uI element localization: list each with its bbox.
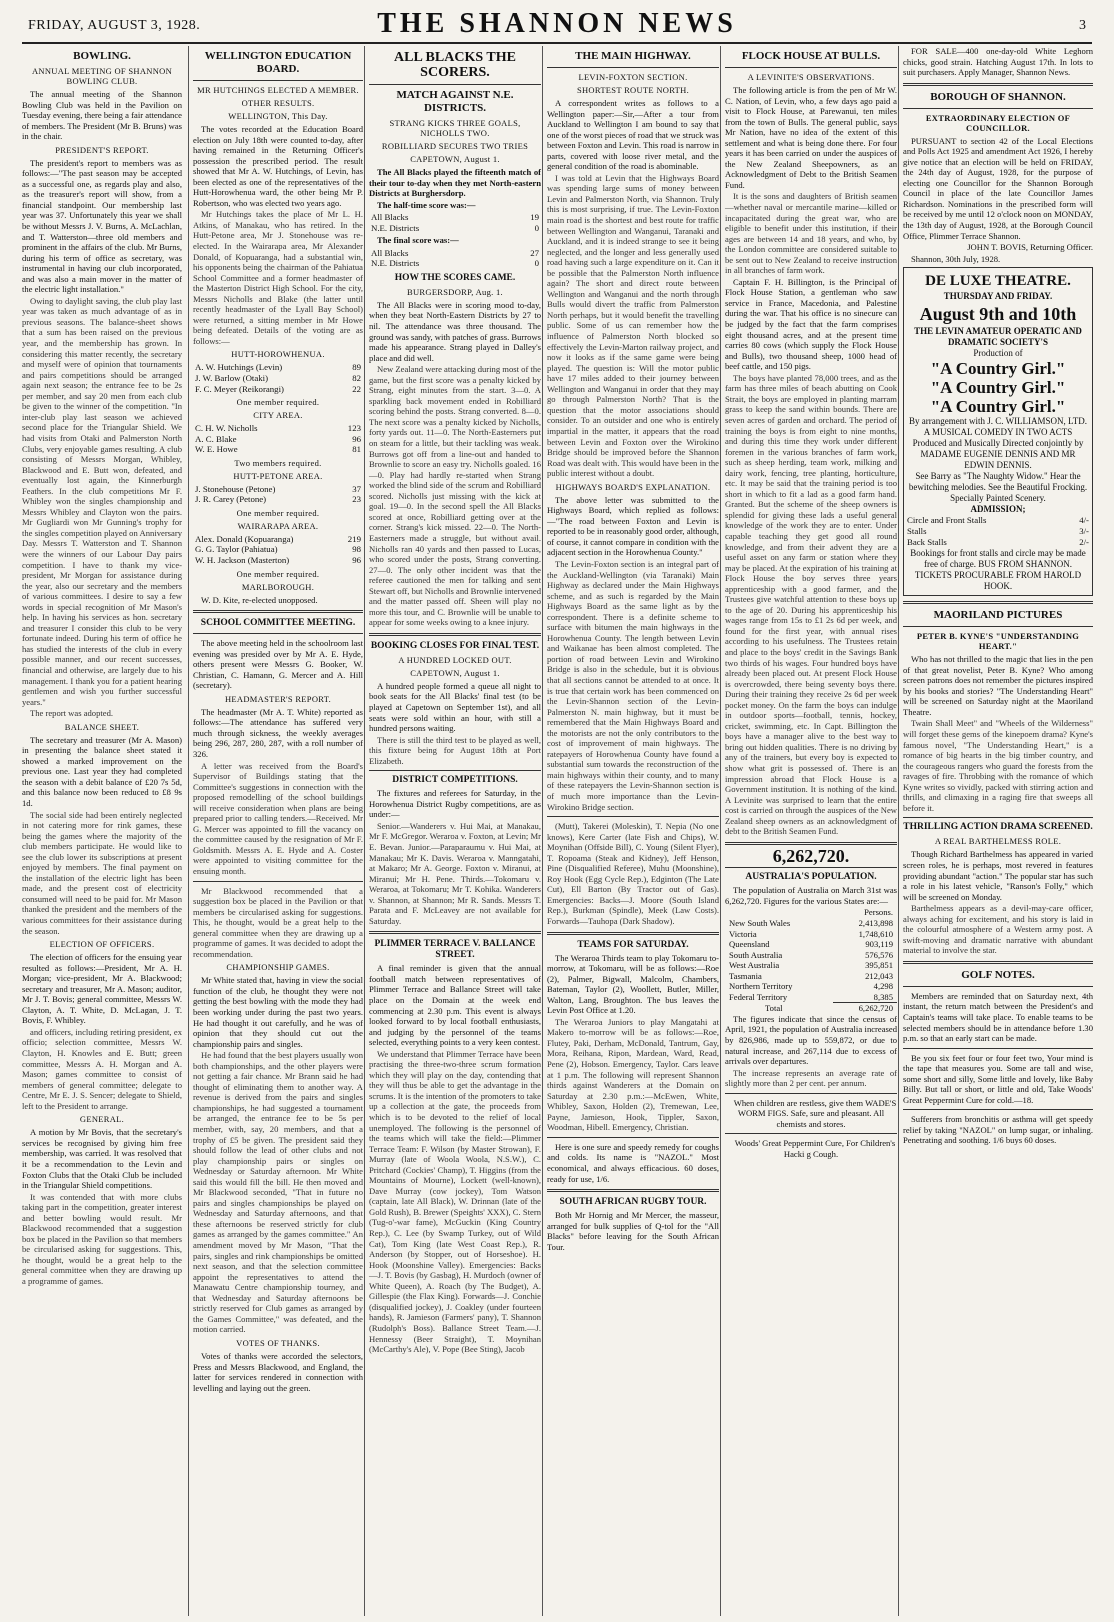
divider [725, 67, 897, 68]
candidate-name: J. Stonehouse (Petone) [195, 483, 276, 494]
divider [725, 1133, 897, 1134]
booking-sub: A HUNDRED LOCKED OUT. [398, 654, 512, 665]
balance-heading: BALANCE SHEET. [64, 721, 140, 732]
votes-row [193, 544, 363, 555]
sa-rugby-body: Both Mr Hornig and Mr Mercer, the masseur, arranged for bulk supplies of Q-tol for the "All Blacks" before leaving for the South African Tour. [547, 1210, 719, 1252]
page-number: 3 [1079, 18, 1086, 33]
all-blacks-dateline: CAPETOWN, August 1. [410, 154, 500, 164]
candidate-votes: 219 [347, 533, 361, 544]
headmaster-heading: HEADMASTER'S REPORT. [224, 693, 332, 704]
votes-row [193, 423, 363, 434]
maoriland-body: Who has not thrilled to the magic that lies in the pen of that great novelist, Peter B. Kyne? Who among screen patrons does not remember the pictures inspired by his books and stories? "The Understanding Heart" will be screened on Saturday night at the Maoriland Theatre. [903, 654, 1093, 717]
team-score: 27 [530, 247, 539, 258]
candidate-votes: 96 [352, 554, 361, 565]
officers-heading: ELECTION OF OFFICERS. [49, 939, 155, 950]
divider [903, 108, 1093, 109]
board-body-2: The Levin-Foxton section is an integral part of the Auckland-Wellington (via Taranaki) Main Highway as declared under the Main Highways scheme, and as such is regarded by the Main Highways Board as the same light as by the correspondent. There is a definite scheme to surface with bitumen the main highways in the Horowhenua County. The length between Levin and Waikanae has been almost completed. The portion of road between Levin and Wirokino Bridge is also in the schedule, but it is obvious that all sections cannot be attended to at once. It is true that certain work has been commenced on the Levin-Shannon section of the Levin-Palmerston N. main highway, but it must be remembered that the Main Highways Board and the motorists are not the only contributors to the cost of improvement of main highways. The ratepayers of Horowhenua County have found a substantial sum towards the reconstruction of the main highways within their county, and to many of these ratepayers the Levin-Shannon section is of much more importance than the Levin-Wirokino Bridge section. [547, 558, 719, 812]
population-intro: The population of Australia on March 31st was 6,262,720. Figures for the various States are:— [725, 885, 897, 906]
championship-body-2: He had found that the best players usually won both championships, and the other players were not getting a fair chance. Mr Brann said he had thought of eliminating them to another way. A revenue is derived from the pairs and singles championships, he had suggested a tournament be arranged, the entrance fee to be 5s per member, with, say, 20 members, and that a trophy of £5 be given. The president said they should follow the lead of other clubs and not play championship pairs or singles on Wednesday or Saturday afternoon. Mr White said this would fill the bill. He then moved and Mr Blackwood seconded, "That in future no pairs and singles championships be played on Wednesday and Saturday afternoons, and that these afternoons be reserved strictly for club games as arranged by the games committee." An amendment moved by Mr Mason, "That the pairs, singles and rink championships be omitted next season, and that the selection committee appoint the representatives to attend the Manawatu Centre championship tourney, and that Wednesday and Saturday afternoons be strictly reserved for Club games as arranged by the Games Committee," was defeated, and the motion carried. [193, 1050, 363, 1335]
district-body: The fixtures and referees for Saturday, in the Horowhenua District Rugby competitions, are as under:— [369, 788, 541, 820]
school-body-2: A letter was received from the Board's Supervisor of Buildings stating that the Committee's suggestions in connection with the proposed remodelling of the school buildings will receive consideration when plans are being prepared prior to calling tenders.—Received. Mr G. Mercer was appointed to fill the vacancy on the committee caused by the resignation of Mr F. Goldsmith. Messrs A. E. Hyde and A. Coster were appointed to visiting committee for the ensuing month. [193, 760, 363, 876]
district-heading: DISTRICT COMPETITIONS. [392, 775, 518, 786]
booking-heading: BOOKING CLOSES FOR FINAL TEST. [370, 640, 540, 651]
votes-row [193, 484, 363, 495]
borough-subheading: EXTRAORDINARY ELECTION OF COUNCILLOR. [925, 112, 1071, 133]
population-row [725, 971, 897, 982]
team-name: N.E. Districts [371, 258, 420, 269]
team-name: All Blacks [371, 212, 409, 223]
population-body-2: The increase represents an average rate of slightly more than 2 per cent. per annum. [725, 1067, 897, 1089]
flock-house-heading: FLOCK HOUSE AT BULLS. [741, 50, 881, 62]
state-persons: 1,748,610 [858, 928, 893, 939]
candidate-name: J. W. Barlow (Otaki) [195, 373, 269, 384]
population-row [725, 992, 897, 1003]
theatre-days: THURSDAY AND FRIDAY. [943, 291, 1053, 302]
population-heading: AUSTRALIA'S POPULATION. [745, 872, 877, 883]
votes-row [193, 555, 363, 566]
votes-table [193, 362, 363, 394]
population-figure: 6,262,720. [772, 845, 850, 866]
divider [903, 961, 1093, 964]
play-title: "A Country Girl." [930, 359, 1066, 379]
persons-header: Persons. [864, 907, 893, 918]
state-name: Tasmania [729, 970, 762, 981]
maoriland-body-2: Twain Shall Meet" and "Wheels of the Wilderness" will forget these gems of the kinepoem drama? Kyne's famous novel, "The Understanding Heart," is a romance of big hearts in the big timber country, and the courageous rangers who guard the forests from the ravages of fire. Throbbing with the romance of which Kyne writes so vividly, packed with stirring action and thrills, and climaxing in a raging fire that sweeps all before it. [903, 718, 1093, 813]
theatre-dates: August 9th and 10th [919, 304, 1077, 325]
borough-date: Shannon, 30th July, 1928. [911, 253, 1001, 264]
divider [903, 817, 1093, 818]
candidate-votes: 81 [352, 444, 361, 455]
school-committee-heading: SCHOOL COMMITTEE MEETING. [200, 618, 356, 629]
seat-price: 3/- [1079, 526, 1089, 537]
booking-dateline: CAPETOWN, August 1. [410, 667, 500, 678]
area-wairarapa [193, 521, 363, 579]
divider [547, 1189, 719, 1192]
divider [193, 610, 363, 613]
final-table [369, 248, 541, 269]
area-note: One member required. [236, 397, 320, 408]
education-body-2: Mr Hutchings takes the place of Mr L. H. Atkins, of Manakau, who has retired. In the Hutt-Petone area, Mr J. Stonehouse was re-elected. In the Wairarapa area, Mr Alexander Donald, of Kopuaranga, had a substantial win, his opponents being the chairman of the Pahiatua School Committee and a former headmaster of the Masterton District High School. For the city, Messrs Nicholls and Blake (the latter until recently headmaster of the Lyall Bay School) were returned, a sitting member in Mr Howe being defeated. Details of the voting are as follows:— [193, 209, 363, 346]
candidate-votes: 37 [352, 483, 361, 494]
candidate-name: W. E. Howe [195, 444, 238, 455]
divider [369, 633, 541, 636]
bowling-intro: The annual meeting of the Shannon Bowling Club was held in the Pavilion on Tuesday evening, there being a fair attendance of members. The President (Mr B. Bruns) was in the chair. [22, 89, 182, 142]
population-row [725, 981, 897, 992]
team-score: 19 [530, 212, 539, 223]
votes-row [193, 494, 363, 505]
seat-price: 2/- [1079, 537, 1089, 548]
golf-verse: Be you six feet four or four feet two, Your mind is the tape that measures you. Some are tall and wise, some short and silly, Some little and lovely, like Baby Billy. But tall or short, or little and old, Take Woods' Great Peppermint Cure for cold.—18. [903, 1052, 1093, 1105]
bowling-body-2: The report was adopted. [30, 708, 114, 719]
divider [903, 83, 1093, 86]
seat-price: 4/- [1079, 515, 1089, 526]
general-heading: GENERAL. [79, 1114, 125, 1125]
highway-subheading: LEVIN-FOXTON SECTION. [578, 72, 688, 82]
state-persons: 4,298 [873, 981, 893, 992]
candidate-name: F. C. Meyer (Reikorangi) [195, 383, 284, 394]
votes-row [193, 362, 363, 373]
general-body: It was contended that with more clubs taking part in the competition, greater interest and better bowling would result. Mr Blackwood recommended that a suggestion box be placed in the Pavilion so that members be circularised asking for suggestions. This, he thought, would be a great help to the general committee when they are drawing up a programme of games. [22, 1191, 182, 1286]
plimmer-heading: PLIMMER TERRACE V. BALLANCE STREET. [374, 939, 536, 961]
population-row [725, 939, 897, 950]
score-row [369, 258, 541, 269]
all-blacks-sub3: ROBILLIARD SECURES TWO TRIES [381, 141, 529, 151]
admission-heading: ADMISSION; [970, 504, 1026, 515]
theatre-arrangement: By arrangement with J. C. WILLIAMSON, LTD. [909, 416, 1087, 427]
divider [547, 1137, 719, 1138]
education-dateline: WELLINGTON, This Day. [228, 111, 328, 121]
board-heading: HIGHWAYS BOARD'S EXPLANATION. [555, 481, 711, 492]
general-text: A motion by Mr Bovis, that the secretary's services be recognised by giving him free membership, was carried. It was resolved that it be a recommendation to the Levin and Foxton Clubs that the Otaki Club be included in the Triangular Shield competitions. [22, 1127, 182, 1191]
golf-body: Members are reminded that on Saturday next, 4th instant, the return match between the President's and Captain's teams will take place. To enable teams to be selected members should be in attendance before 1.30 p.m. so that an early start can be made. [903, 990, 1093, 1044]
half-time-label: The half-time score was:— [377, 199, 476, 210]
play-title: "A Country Girl." [930, 378, 1066, 398]
education-heading: WELLINGTON EDUCATION BOARD. [204, 50, 352, 75]
masthead [22, 8, 1092, 44]
theatre-see-barry: See Barry as "The Naughty Widow." Hear the bewitching melodies. See the Beautiful Frocking. Specially Painted Scenery. [908, 471, 1088, 504]
population-row [725, 960, 897, 971]
education-sub2: OTHER RESULTS. [241, 98, 315, 108]
column-flock-house [720, 46, 901, 1616]
thrilling-body-2: Barthelmess appears as a devil-may-care officer, always aching for excitement, and his story is laid in the colourful atmosphere of a Western army post. A swift-moving and dramatic narrative with abundant material to involve the star. [903, 903, 1093, 956]
area-marlborough: MARLBOROUGH. [241, 581, 315, 592]
divider [547, 816, 719, 817]
votes-thanks-heading: VOTES OF THANKS. [236, 1337, 320, 1348]
bowling-heading: BOWLING. [73, 50, 131, 62]
divider [903, 1048, 1093, 1049]
total-label: Total [765, 1003, 783, 1014]
population-total-row [725, 1003, 897, 1014]
all-blacks-heading: ALL BLACKS THE SCORERS. [394, 50, 516, 80]
divider [193, 633, 363, 634]
price-row [907, 526, 1089, 537]
candidate-votes: 98 [352, 544, 361, 555]
team-name: All Blacks [371, 247, 409, 258]
newspaper-title: THE SHANNON NEWS [377, 8, 737, 39]
divider [903, 601, 1093, 604]
votes-row [193, 373, 363, 384]
state-name: Queensland [729, 939, 770, 950]
candidate-name: A. W. Hutchings (Levin) [195, 362, 283, 373]
district-fixtures: Senior.—Wanderers v. Hui Mai, at Manakau, Mr F. McGregor. Weraroa v. Foxton, at Levin; Mr E. Bevan. Junior.—Paraparaumu v. Hui Mai, at Manakau; Mr K. Davis. Weraroa v. Manngatahi, at Makaro; Mr A. George. Foxton v. Miranui, at Miranui; Mr H. Pene. Thirds.—Tokomaru v. Weraroa, at Tokomaru; Mr T. Kohika. Wanderers v. Shannon, at Shannon; Mr R. Sands. Messrs T. Parata and F. McLeavey are not available for Saturday. [369, 820, 541, 926]
area-name: CITY AREA. [253, 410, 303, 421]
teams-body: The Weraroa Thirds team to play Tokomaru to-morrow, at Tokomaru, will be as follows:—Roe (2), Palmer, Bigwall, Malcolm, Chambers, Bateman, Taylor (2), Woollett, Butler, Miller, Walton, Lang, Broughton. The bus leaves the Levin Post Office at 1.20. [547, 952, 719, 1016]
candidate-name: Alex. Donald (Kopuaranga) [195, 533, 294, 544]
theatre-musical: A MUSICAL COMEDY IN TWO ACTS Produced and Musically Directed conjointly by MADAME EUGENIE DENNIS AND MR EDWIN DENNIS. [912, 427, 1084, 471]
votes-table [193, 423, 363, 455]
column-bowling [22, 46, 186, 1616]
thrilling-subheading: A REAL BARTHELMESS ROLE. [934, 836, 1062, 847]
how-scores-dateline: BURGERSDORP, Aug. 1. [407, 286, 503, 297]
flock-house-body-4: The boys have planted 78,000 trees, and as the farm has three miles of beach abutting on Cook Strait, the boys are employed in planting marram grass to keep the sand within bounds. There are seven acres of garden and orchard. The period of training the boys is from eight to nine months, and during this time they work under different foremen in the various branches of farm work, such as sheep herding, team work, milking and dairy work, fencing, tree planting, horticulture, etc. It may be said that the training period is too short in which to fit a lad as a good farm hand. Granted. But the scheme of the sheep owners is splendid for giving these lads a useful general knowledge of the work they are to enter. Under capable teaching they get good all round knowledge, and from their advent they are a useful asset on any farm or station where they may be placed. At the expiration of his training at Flock House the boy serves three years apprenticeship with a good farmer, and the Trustees give watchful attention to these boys up to the age of 20. During his apprenticeship his wages range from 15s to £1 2s 6d per week, and found for the first year, with annual rises according to his usefulness. The Trustees retain and place to the boys' credit in the Savings Bank two thirds of his wages. Four hundred boys have already been placed out. At present Flock House is overcrowded, there being seventy boys there. During their training they receive 2s 6d per week pocket money. On the farm the boys can indulge in outdoor sports—football, tennis, hockey, cricket, swimming, etc. In Capt. Billington the boys have a manager alive to the best way to bring out hidden qualities. There is no driving by any of the trainers, but every boy is expected to show what grit is possessed of. There is an impression abroad that Flock House is a Government institution. It is nothing of the kind. A Levinite was surprised to learn that the entire cost is carried on through the auspices of the New Zealand sheep owners as an acknowledgment of debt to the British Seamen Fund. [725, 372, 897, 837]
state-name: Northern Territory [729, 981, 793, 992]
headmaster-body: The headmaster (Mr A. T. White) reported as follows:—The attendance has suffered very much through sickness, the weekly averages being 296, 287, 280, 287, with a roll number of 326. [193, 706, 363, 759]
flock-house-body: The following article is from the pen of Mr W. C. Nation, of Levin, who, a few days ago paid a visit to Flock House, at Parewanui, ten miles from the town of Bulls. The general public, says Mr Nation, have no idea of the extent of this settlement and what is being done there. For four years it has been carried on under the auspices of the New Zealand Sheepowners, as an Acknowledgment of Debt to the British Seamen Fund. [725, 85, 897, 190]
half-time-table [369, 212, 541, 233]
divider [547, 67, 719, 68]
candidate-votes: 23 [352, 494, 361, 505]
column-all-blacks [364, 46, 545, 1616]
population-body: The figures indicate that since the census of April, 1921, the population of Australia increased by 826,986, made up to 559,872, or due to natural increase, and 267,114 due to excess of arrivals over departures. [725, 1013, 897, 1067]
candidate-name: A. C. Blake [195, 433, 237, 444]
plimmer-body-2: We understand that Plimmer Terrace have been practising the three-two-three scrum formation which they will play on the day, contending that they will thus be able to get the advantage in the scrums. It is the intention of the promoters to take up a collection at the gate, the proceeds from which is to be devoted to the relief of local unemployed. The following is the personnel of the teams which will take the field:—Plimmer Terrace Team: F. Wilson (by Master Strowan), F. Murray (late of Woola Woola, N.S.W.), C. Pritchard (Cockies' Champ), T. Higgins (from the Mountains of Mourne), Lockett (well-known), Dave Murray (cow jockey), Tom Watson (captain, late All Black), W. Drinnan (late of the Gold Rush), B. Brewer (Speights' XXX), C. Stern (Tug-o'-war fame), McGuckin (King Country Rep.), C. Lee (by Swamp Turkey, out of Wild Cat), Tom King (late West Coast Rep.), R. Anderson (by Stopper, out of Horseshoe). H. Hook (Moonshine Valley). Emergencies: Backs—J. T. Bovis (by Gasbag), H. Murdoch (owner of White Queen), A. Roach (by The Budget), A. Gillespie (the Flax King). Forwards—J. Conchie (disqualified jockey), J. Coakley (under fourteen hands), R. Jamieson (Farmers' pany), T. Shannon (Rudolph's Boss). Ballance Street Team.—J. Hennessy (Beer Straight), T. Moynihan (McCarthy's Ale), V. Pope (Bee Sting), Jacob [369, 1048, 541, 1355]
divider [725, 867, 897, 868]
population-row [725, 929, 897, 940]
candidate-name: J. R. Carey (Petone) [195, 494, 267, 505]
plimmer-body: A final reminder is given that the annual football match between representatives of Plimmer Terrace and Ballance Street will take place on the Domain at the week end commencing at 2.30 p.m. This event is always looked forward to by local football enthusiasts, and judging by the personnel of the teams selected, everything points to a very keen contest. [369, 963, 541, 1048]
candidate-votes: 96 [352, 433, 361, 444]
votes-row [193, 534, 363, 545]
seat-type: Circle and Front Stalls [907, 515, 987, 526]
how-scores-body-2: New Zealand were attacking during most of the game, but the first score was a penalty kicked by Strang, eight minutes from the start. 3—0. A sparkling back movement ended in Robilliard scoring behind the posts. Strang converted. 8—0. The next score was a penalty kicked by Nicholls, forty yards out. 11—0. The North-Easterners put on steam for a little, but their tackling was weak. Burrows got off from a line-out and handed to Brownlie to score an easy try. Nicholls goaled. 16—0. Play had hardly re-started when Strang worked the blind side of the scrum and Robilliard scored. Nicholls just missing with the kick at goal. 19—0. In the second spell the All Blacks scored at once, Robilliard getting over at the corner. Strang's kick missed. 22—0. The North-Easterners made a struggle, but without avail. Nicholls ran 40 yards and then passed to Lucas, who scored under the posts, Strang converting. 27—0. The only other incident was that the referee cautioned the men for talking and sent Stewart off, but Nicholls and Brownlie intervened and the matter passed off. Sheen will play no more this tour, and C. Brownlie will be unable to appear for some weeks owing to a knee injury. [369, 364, 541, 628]
state-persons: 212,043 [865, 970, 893, 981]
price-row [907, 515, 1089, 526]
population-table [725, 907, 897, 1013]
votes-table [193, 484, 363, 505]
area-name: WAIRARAPA AREA. [237, 520, 319, 531]
divider [903, 986, 1093, 987]
borough-body: PURSUANT to section 42 of the Local Elections and Polls Act 1925 and amendment Act 1926, I hereby give notice that an election will be held on FRIDAY, the 24th day of August, 1928, for the purpose of electing one Councillor for the Shannon Borough Council in place of the late Councillor James Richardson. Nominations in the prescribed form will be received by me until 12 o'clock noon on MONDAY, the 13th day of August, 1928, at the Borough Council Office, Plimmer Terrace Shannon. [903, 135, 1093, 241]
flock-house-subheading: A LEVINITE'S OBSERVATIONS. [747, 72, 875, 82]
all-blacks-sub2: STRANG KICKS THREE GOALS, NICHOLLS TWO. [389, 118, 521, 138]
state-persons: 395,851 [865, 960, 893, 971]
votes-row [193, 434, 363, 445]
president-report-text: The president's report to members was as follows:—"The past season may be accepted as a successful one, as regards play and also, as the treasurer's report will show, from a financial standpoint. Our membership last year was 37. Unfortunately this year we shall be without Messrs J. V. Burns, A. McLachlan, and T. Watterston—three old members and prominent in the affairs of the club. Mr Burns, during his term of office as secretary, was instrumental in having our club incorporated, and was also a main mover in the matter of the electric light installation." [22, 157, 182, 295]
state-persons: 8,385 [873, 991, 893, 1002]
marlborough-note: W. D. Kite, re-elected unopposed. [201, 594, 318, 605]
borough-signature: JOHN T. BOVIS, Returning Officer. [967, 242, 1093, 253]
all-blacks-subheading: MATCH AGAINST N.E. DISTRICTS. [396, 89, 514, 114]
candidate-name: G. G. Taylor (Pahiatua) [195, 544, 278, 555]
population-header-row [725, 907, 897, 918]
thrilling-heading: THRILLING ACTION DRAMA SCREENED. [903, 822, 1093, 833]
state-name: South Australia [729, 949, 783, 960]
area-hutt-petone [193, 471, 363, 518]
highway-body-2: I was told at Levin that the Highways Board was spending large sums of money between Levin and Palmerston North, via Shannon. Truly this is most surprising, if true. The Levin-Foxton main road is the shortest and best route for traffic between Wellington and Wanganui, Taranaki and Auckland, and it is indeed strange to see it being neglected, and the longer and less generally used road having such a large expenditure on it. Can it be possible that the Palmerston North influence again? The short and direct route between Wellington and Wanganui and the north through Bulls would divert the traffic from Palmerston North perhaps, but it would benefit the travelling public. Some of us can remember how the influence of Palmerston North blocked so effectively the Levin-Marton railway project, and now it looks as if the same game were being played. The question is: Will the motor public have 17 miles added to their journey between Wellington and Wanganui in order that they may go through Palmerston North? That is the question that the motor associations should consider. To an outsider and one who is entirely impartial in the matter, it appears that the road between Levin and Foxton over the Wirokino Bridge should be improved before the Shannon Road was dealt with. This would have been in the public interest without a doubt. [547, 172, 719, 479]
plimmer-continued: (Mutt), Takerei (Moleskin), T. Nepia (No one knows), Kere Carter (late Fish and Chips), W. Moynihan (Offside Bill), C. Young (Silent Flyer), T. Ropoama (Steak and Kidney), Jeff Henson, Pine (Disqualified Referee), Muhu (Moonshine), Roy Hook (Egg Cycle Rep.), Edginton (The Late Cut), Ell Barton (By Tractor out of Gas). Emergencies: Backs—J. Moore (South Island Rep.), Burkman (Spindle), Meek (Law Costs). Forwards—Tauhopa (Dark Shadow). [547, 821, 719, 927]
championship-heading: CHAMPIONSHIP GAMES. [226, 962, 330, 973]
area-note: One member required. [236, 568, 320, 579]
column-education-board [188, 46, 367, 1616]
flock-house-body-2: It is the sons and daughters of British seamen—whether naval or mercantile marine—killed or incapacitated during the great war, who are eligible to benefit under this institution, if their ages are between 14 and 18 years, and who, by the London committee are considered suitable to be sent out to New Zealand to receive instruction in all branches of farm work. [725, 191, 897, 276]
area-note: One member required. [236, 507, 320, 518]
school-committee-body: The above meeting held in the schoolroom last evening was presided over by Mr A. E. Hyde, others present were Messrs G. Booker, W. Christian, C. Hamann, G. Mercer and A. Hill (secretary). [193, 638, 363, 691]
maoriland-subheading: PETER B. KYNE'S "UNDERSTANDING HEART." [916, 631, 1080, 652]
seat-type: Back Stalls [907, 537, 947, 548]
total-persons: 6,262,720 [833, 1003, 897, 1014]
championship-body: Mr White stated that, having in view the social function of the club, he thought they were not getting the best bowling with the mode they had been working under during the past two years. He had thought it out carefully, and he was of opinion that they should cut out the championship pairs and singles. [193, 975, 363, 1049]
divider [725, 842, 897, 845]
votes-row [193, 384, 363, 395]
final-label: The final score was:— [377, 235, 459, 246]
column-notices [898, 46, 1093, 1616]
team-score: 0 [534, 258, 539, 269]
price-row [907, 537, 1089, 548]
area-name: HUTT-PETONE AREA. [233, 470, 323, 481]
divider [193, 881, 363, 882]
booking-body: A hundred people formed a queue all night to book seats for the All Blacks' final test (to be played at Capetown on September 1st), and all seats were sold within an hour, with still a hundred persons waiting. [369, 680, 541, 734]
teams-body-2: The Weraroa Juniors to play Mangatahi at Makero to-morrow will be as follows:—Roe, Flutey, Paki, Derham, McDonald, Tantrum, Gay, Mora, Reihana, Ripon, Mardean, Ward, Read, Pene (2), Hobson. Emergency, Taylor. Cars leave at 1 p.m. The following will represent Shannon thirds against Wanderers at the Domain on Saturday at 2.30 p.m.:—McEwen, White, Whibley, Saxon, Holden (2), Tremewan, Lee, Payne, Jamieson, Hook, Tippler, Saxon, Woodman, Hibell. Emergency, Christian. [547, 1016, 719, 1133]
how-scores-heading: HOW THE SCORES CAME. [394, 272, 516, 283]
state-name: Victoria [729, 928, 757, 939]
nazol-ad: Sufferers from bronchitis or asthma will get speedy relief by taking "NAZOL" on lump sugar, or inhaling. Penetrating and soothing. 1/6 buys 60 doses. [903, 1114, 1093, 1146]
candidate-votes: 22 [352, 383, 361, 394]
teams-heading: TEAMS FOR SATURDAY. [577, 939, 689, 950]
newspaper-page [22, 46, 1092, 1616]
president-report-heading: PRESIDENT'S REPORT. [55, 144, 149, 155]
divider [547, 932, 719, 935]
wade-ad: When children are restless, give them WADE'S WORM FIGS. Safe, sure and pleasant. All chemists and stores. [733, 1097, 897, 1129]
bowling-subheading: ANNUAL MEETING OF SHANNON BOWLING CLUB. [31, 66, 173, 86]
officers-body: and officers, including retiring president, ex officio; selection committee, Messrs W. Clayton, H. Knowles and E. Butt; green committee, Messrs A. H. Morgan and A. Mason; games committee to consist of members of general committee; delegate to Centre, Mr E. J. S. Sencer; delegate to Shield, left to the President to arrange. [22, 1026, 182, 1111]
state-name: West Australia [729, 960, 780, 971]
divider [725, 1093, 897, 1094]
admission-prices [907, 515, 1089, 548]
highway-heading: THE MAIN HIGHWAY. [575, 50, 691, 62]
team-score: 0 [534, 222, 539, 233]
education-subheading: MR HUTCHINGS ELECTED A MEMBER. [197, 85, 359, 95]
golf-heading: GOLF NOTES. [961, 968, 1035, 981]
officers-text: The election of officers for the ensuing year resulted as follows:—President, Mr A. H. Morgan; vice-president, Mr A. Blackwood; secretary and treasurer, Mr A. Mason; auditor, Mr J. T. Bovis; general committee, Messrs W. Clayton, A. T. White, D. McLagan, J. T. Bovis, F. Whibley. [22, 952, 182, 1026]
score-row [369, 212, 541, 223]
balance-body: The social side had been entirely neglected in not catering more for rink games, these being the games where the majority of the club members participate. He would like to see the club lower its subscriptions at present enjoyed by members. The final payment on the installation of the electric light has been made, and the present cost of electricity consumed will need to be paid for. Mr Mason thanked the president and the members of the various committees for their assistance during the season. [22, 809, 182, 936]
theatre-heading: DE LUXE THEATRE. [925, 273, 1071, 290]
woods-ad: Woods' Great Peppermint Cure, For Children's Hacki g Cough. [734, 1138, 896, 1159]
play-title: "A Country Girl." [930, 397, 1066, 417]
candidate-votes: 82 [352, 373, 361, 384]
how-scores-body: The All Blacks were in scoring mood to-day, when they beat North-Eastern Districts by 27 to nil. The attendance was three thousand. The ground was sandy, with patches of grass. Burrows made his appearance. Strang played in Dalley's place and did well. [369, 299, 542, 363]
area-hutt-horowhenua [193, 349, 363, 407]
thrilling-body: Though Richard Barthelmess has appeared in varied screen roles, he is perhaps, most revered in features providing abundant "action." The popular star has such a role in his latest vehicle, "Ranson's Folly," which will be screened on Monday. [903, 849, 1093, 902]
votes-thanks-body: Votes of thanks were accorded the selectors, Press and Messrs Blackwood, and England, the latter for services rendered in connection with levelling and laying out the green. [193, 1350, 363, 1393]
bowling-continued: Mr Blackwood recommended that a suggestion box be placed in the Pavilion or that members be circularised asking for suggestions. This, he thought, would be a great help to the general committee when they are drawing up a programme of games. It was decided to adopt the recommendation. [193, 885, 363, 959]
divider [903, 626, 1093, 627]
balance-text: The secretary and treasurer (Mr A. Mason) in presenting the balance sheet stated it showed a marked improvement on the previous one. Last year they had completed the season with a debit balance of £20 7s 5d, and this balance now been reduced to £8 9s 1d. [22, 734, 182, 808]
column-highway [542, 46, 723, 1616]
votes-table [193, 534, 363, 566]
votes-row [193, 444, 363, 455]
divider [193, 80, 363, 81]
population-row [725, 950, 897, 961]
state-name: Federal Territory [729, 992, 788, 1003]
area-note: Two members required. [234, 457, 322, 468]
area-city [193, 410, 363, 468]
population-row [725, 918, 897, 929]
theatre-ad [903, 267, 1093, 596]
all-blacks-lead: The All Blacks played the fifteenth match of their tour to-day when they met North-eastern Districts at Burghersdorp. [369, 167, 541, 199]
candidate-name: W. H. Jackson (Masterton) [195, 554, 290, 565]
candidate-votes: 89 [352, 362, 361, 373]
bowling-body-1: Owing to daylight saving, the club play last year was taken as much advantage of as in previous seasons. The balance-sheet shows that a sum has been raised on the previous year, and the membership has grown. In considering this matter recently, the secretary and myself were of opinion that tournaments and pairs competitions should be arranged again next season; the entrance fee to be 2s per member, and say 20 men from each club be given to the winner of the competition. "In inter-club play last season we achieved second place for the Triangular Shield. We had visits from Otaki and Palmerston North Clubs, very enjoyable games resulting. A club consisting of Messrs Morgan, Whibley, Blackwood and E. Butt won, defeated, and eventually lost again, the Kinnerburgh Feathers. In the club competitions Mr F. Whibley won the singles championship and Messrs Whibley and Clayton won the pairs. Mr Gugliardi won Mr Gunning's trophy for the singles competition played on Anniversary Day. Messrs T. Watterston and T. Shannon were the winners of our Labour Day pairs competition. I have to thank my vice-president, Mr Morgan for assistance during the year, also our secretary and the members of various committees. I desire to say a few words in special recognition of Mr Mason's help. In having his services as hon. secretary and treasurer I consider this club to be very fortunate indeed. During his term of office he has studied the interests of the club in every possible manner, and our recent successes, financial and otherwise, are largely due to his management. I thank you for a patient hearing gentlemen and wish you further successful years." [22, 295, 182, 707]
maoriland-heading: MAORILAND PICTURES [933, 609, 1063, 622]
seat-type: Stalls [907, 526, 927, 537]
theatre-production: Production of [973, 348, 1023, 359]
state-name: New South Wales [729, 918, 791, 929]
education-body: The votes recorded at the Education Board election on July 18th were counted to-day, after having remained in the Returning Officer's possession the prescribed period. The result showed that Mr A. W. Hutchings, of Levin, has been elected as one of the representatives of the Hutt-Horowhenua ward, the other being Mr P. Robertson, who was elected two years ago. [193, 124, 363, 208]
divider [369, 931, 541, 934]
issue-date: FRIDAY, AUGUST 3, 1928. [28, 18, 201, 33]
divider [369, 770, 541, 771]
state-persons: 576,576 [865, 949, 893, 960]
state-persons: 2,413,898 [858, 918, 893, 929]
team-name: N.E. Districts [371, 222, 420, 233]
borough-heading: BOROUGH OF SHANNON. [930, 90, 1066, 103]
for-sale-ad: FOR SALE—400 one-day-old White Leghorn chicks, good strain. Hatching August 17th. In lots to suit purchasers. Apply Manager, Shannon News. [903, 46, 1093, 78]
highway-body: A correspondent writes as follows to a Wellington paper:—Sir,—After a tour from Auckland to Wellington I am bound to say that one of the worst pieces of road that we struck was between Foxton and Levin. This road is narrow in parts, covered with loose river metal, and the general condition of the road is abominable. [547, 98, 719, 172]
candidate-votes: 123 [347, 423, 361, 434]
theatre-bookings: Bookings for front stalls and circle may be made free of charge. BUS FROM SHANNON. TICKETS PROCURABLE FROM HAROLD HOOK. [910, 548, 1086, 592]
score-row [369, 223, 541, 234]
flock-house-body-3: Captain F. H. Billington, is the Principal of Flock House Station, a gentleman who saw service in France, Macedonia, and Palestine during the war. That his office is no sinecure can be judged by the fact that the farm comprises eight thousand acres, and at the present time carries 80 cows (which supply the Flock House and Bulls), two thousand sheep, 1000 head of beef cattle, and 150 pigs. [725, 276, 897, 372]
theatre-company: THE LEVIN AMATEUR OPERATIC AND DRAMATIC SOCIETY'S [914, 326, 1082, 348]
candidate-name: C. H. W. Nicholls [195, 423, 258, 434]
booking-body-2: There is still the third test to be played as well, this fixture being for August 18th at Port Elizabeth. [369, 734, 541, 766]
score-row [369, 248, 541, 259]
sa-rugby-heading: SOUTH AFRICAN RUGBY TOUR. [559, 1197, 707, 1208]
nazol-notice: Here is one sure and speedy remedy for coughs and colds. Its name is "NAZOL." Most economical, and always efficacious. 60 doses, ready for use, 1/6. [547, 1141, 719, 1184]
divider [903, 1109, 1093, 1110]
board-body: The above letter was submitted to the Highways Board, which replied as follows:—"The road between Foxton and Levin is reported to be in reasonably good order, although, of course, it cannot compare in condition with the adjacent section in the Horowhenua County." [547, 494, 719, 558]
divider [369, 84, 541, 85]
area-name: HUTT-HOROWHENUA. [231, 349, 325, 360]
state-persons: 903,119 [865, 939, 893, 950]
highway-sub2: SHORTEST ROUTE NORTH. [576, 85, 690, 95]
